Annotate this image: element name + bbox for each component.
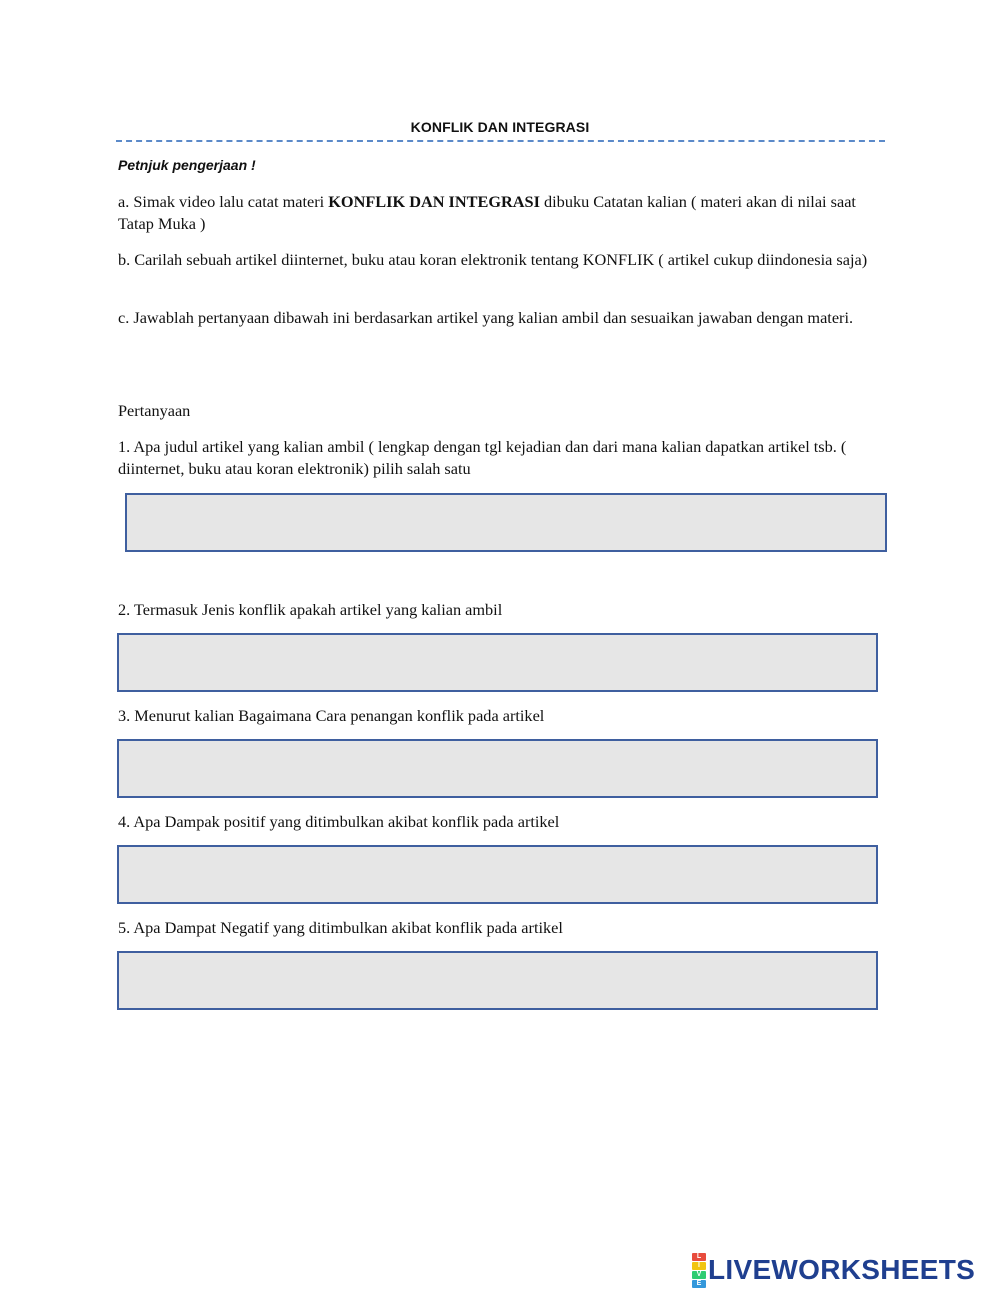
instructions-heading: Petnjuk pengerjaan ! xyxy=(118,157,256,173)
question-3: 3. Menurut kalian Bagaimana Cara penangan konflik pada artikel xyxy=(118,706,545,725)
answer-box-3[interactable] xyxy=(117,739,878,798)
question-5: 5. Apa Dampat Negatif yang ditimbulkan akibat konflik pada artikel xyxy=(118,918,563,937)
logo-mark-e: E xyxy=(692,1280,706,1288)
instruction-a xyxy=(118,191,886,235)
question-4: 4. Apa Dampak positif yang ditimbulkan akibat konflik pada artikel xyxy=(118,812,560,831)
answer-box-2[interactable] xyxy=(117,633,878,692)
answer-box-1[interactable] xyxy=(125,493,887,552)
instruction-b: b. Carilah sebuah artikel diinternet, buku atau koran elektronik tentang KONFLIK ( artikel cukup diindonesia saja) xyxy=(118,250,868,269)
instruction-a-post: dibuku Catatan kalian ( materi akan di nilai saat Tatap Muka ) xyxy=(118,192,856,233)
instruction-a-bold: KONFLIK DAN INTEGRASI xyxy=(328,192,540,211)
question-1: 1. Apa judul artikel yang kalian ambil ( lengkap dengan tgl kejadian dan dari mana kalian dapatkan artikel tsb. ( diinternet, buku atau koran elektronik) pilih salah satu xyxy=(118,437,847,478)
logo-mark-l: L xyxy=(692,1253,706,1261)
questions-heading: Pertanyaan xyxy=(118,401,191,420)
answer-box-4[interactable] xyxy=(117,845,878,904)
logo-text: LIVEWORKSHEETS xyxy=(708,1254,976,1285)
answer-box-5[interactable] xyxy=(117,951,878,1010)
logo-mark-icon xyxy=(692,1252,706,1288)
question-2: 2. Termasuk Jenis konflik apakah artikel yang kalian ambil xyxy=(118,600,503,619)
liveworksheets-logo xyxy=(692,1252,976,1287)
title-divider xyxy=(116,140,885,142)
logo-mark-i: I xyxy=(692,1262,706,1270)
page-title: KONFLIK DAN INTEGRASI xyxy=(410,119,590,135)
instruction-a-pre: a. Simak video lalu catat materi xyxy=(118,192,329,211)
logo-mark-v: V xyxy=(692,1271,706,1279)
instruction-c: c. Jawablah pertanyaan dibawah ini berdasarkan artikel yang kalian ambil dan sesuaikan jawaban dengan materi. xyxy=(118,308,854,327)
